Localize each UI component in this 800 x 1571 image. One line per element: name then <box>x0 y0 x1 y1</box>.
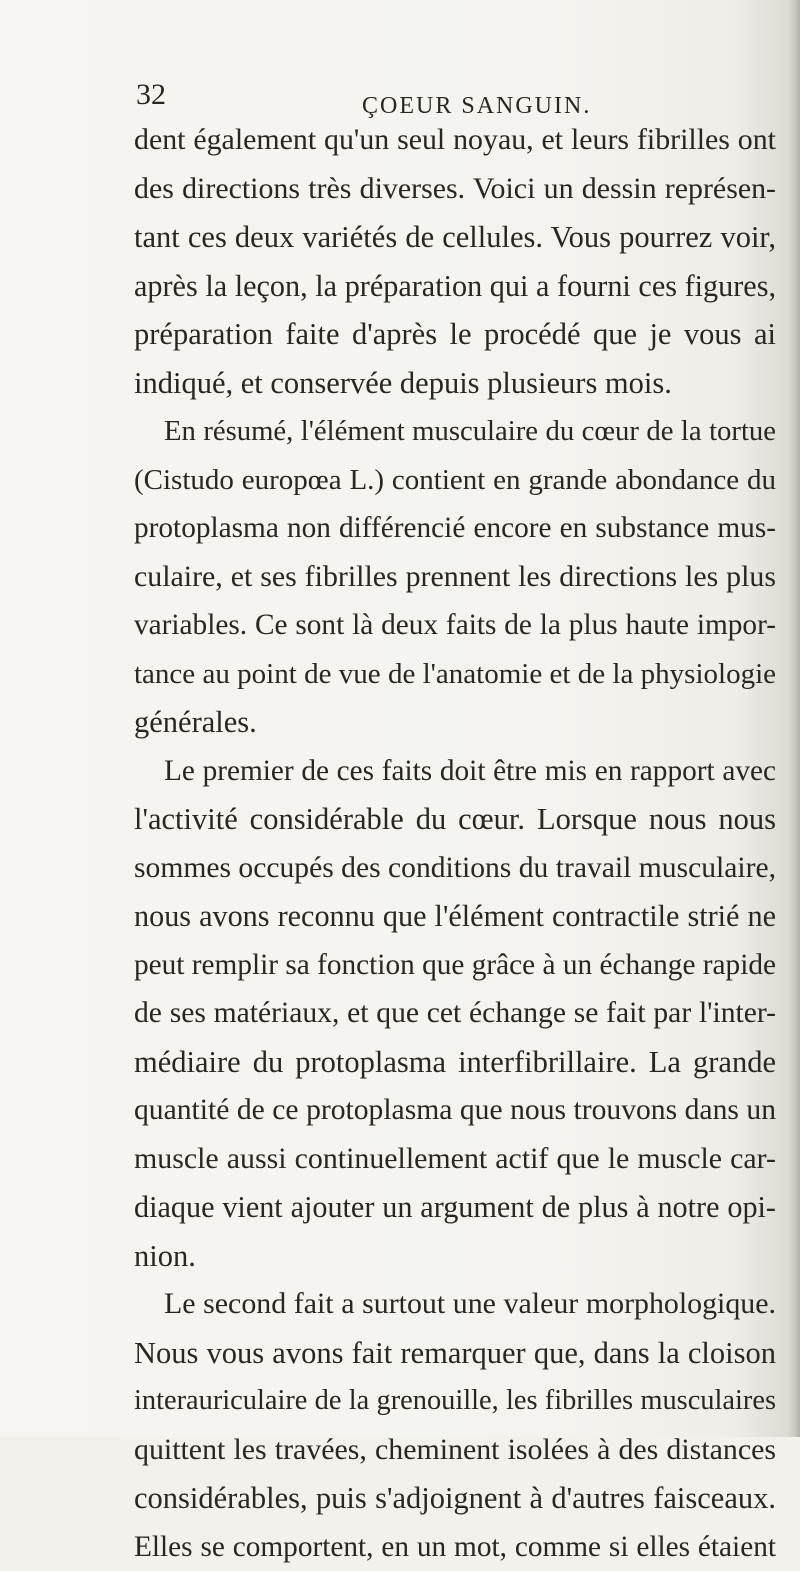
text-line: des directions très diverses. Voici un dessin représen- <box>134 165 776 214</box>
text-line: peut remplir sa fonction que grâce à un échange rapide <box>134 941 776 990</box>
running-title: ÇOEUR SANGUIN. <box>362 92 591 120</box>
text-line: médiaire du protoplasma interfibrillaire. La grande <box>134 1038 776 1087</box>
text-line: générales. <box>134 698 776 747</box>
text-line: considérables, puis s'adjoignent à d'autres faisceaux. <box>134 1474 776 1523</box>
text-line: interauriculaire de la grenouille, les fibrilles musculaires <box>134 1377 776 1426</box>
text-line: de ses matériaux, et que cet échange se fait par l'inter- <box>134 989 776 1038</box>
text-line: nous avons reconnu que l'élément contractile strié ne <box>134 892 776 941</box>
text-line: dent également qu'un seul noyau, et leurs fibrilles ont <box>134 116 776 165</box>
text-line: diaque vient ajouter un argument de plus à notre opi- <box>134 1183 776 1232</box>
body-text <box>134 116 776 1571</box>
text-line: préparation faite d'après le procédé que je vous ai <box>134 310 776 359</box>
page-edge-shadow <box>788 0 800 1437</box>
text-line: indiqué, et conservée depuis plusieurs mois. <box>134 359 776 408</box>
text-line: (Cistudo europœa L.) contient en grande abondance du <box>134 456 776 505</box>
text-line: quittent les travées, cheminent isolées à des distances <box>134 1426 776 1475</box>
text-line: tance au point de vue de l'anatomie et de la physiologie <box>134 650 776 699</box>
text-line: après la leçon, la préparation qui a fourni ces figures, <box>134 262 776 311</box>
text-line: tant ces deux variétés de cellules. Vous pourrez voir, <box>134 213 776 262</box>
text-line: muscle aussi continuellement actif que le muscle car- <box>134 1135 776 1184</box>
text-line: quantité de ce protoplasma que nous trouvons dans un <box>134 1086 776 1135</box>
text-line: Nous vous avons fait remarquer que, dans la cloison <box>134 1329 776 1378</box>
text-line: En résumé, l'élément musculaire du cœur de la tortue <box>134 407 776 456</box>
text-line: protoplasma non différencié encore en substance mus- <box>134 504 776 553</box>
text-line: l'activité considérable du cœur. Lorsque nous nous <box>134 795 776 844</box>
text-line: Le second fait a surtout une valeur morphologique. <box>134 1280 776 1329</box>
text-line: culaire, et ses fibrilles prennent les directions les plus <box>134 553 776 602</box>
text-line: Le premier de ces faits doit être mis en rapport avec <box>134 747 776 796</box>
page-number: 32 <box>136 78 166 112</box>
text-line: variables. Ce sont là deux faits de la plus haute impor- <box>134 601 776 650</box>
text-line: Elles se comportent, en un mot, comme si elles étaient <box>134 1523 776 1571</box>
text-line: sommes occupés des conditions du travail musculaire, <box>134 844 776 893</box>
text-line: nion. <box>134 1232 776 1281</box>
